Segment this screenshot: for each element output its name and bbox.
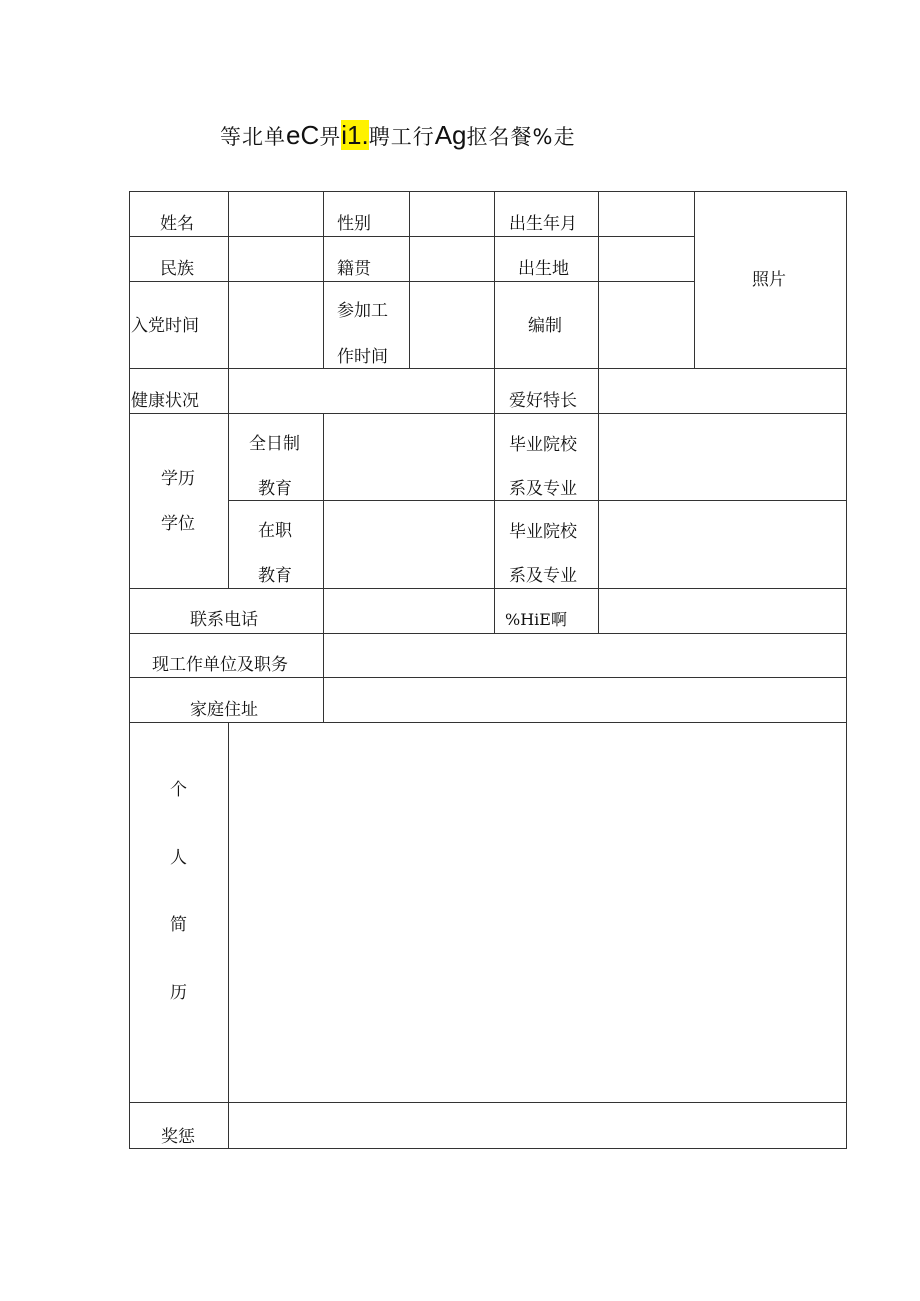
resume-label-char-2: 人: [170, 848, 187, 868]
gender-label: 性别: [337, 214, 371, 234]
row-divider: [129, 677, 847, 678]
column-divider: [228, 413, 229, 588]
row-divider: [129, 413, 847, 414]
column-divider: [323, 633, 324, 722]
email-label: %HiE啊: [505, 610, 567, 629]
fulltime-label-line1: 全日制: [249, 434, 300, 454]
fulltime-label-line2: 教育: [258, 479, 292, 499]
column-divider: [228, 368, 229, 413]
hobbies-label: 爱好特长: [509, 391, 577, 411]
row-divider: [228, 500, 847, 501]
column-divider: [598, 191, 599, 368]
birthplace-label: 出生地: [518, 259, 569, 279]
resume-label-char-1: 个: [170, 780, 187, 800]
awards-label: 奖惩: [161, 1127, 195, 1147]
column-divider: [494, 191, 495, 368]
column-divider: [323, 588, 324, 633]
name-label: 姓名: [160, 214, 194, 234]
border-top: [129, 191, 847, 192]
fulltime-school-label-line2: 系及专业: [509, 479, 577, 499]
column-divider: [694, 191, 695, 368]
column-divider: [598, 368, 599, 413]
photo-label: 照片: [752, 270, 786, 290]
title-text-4: 聘工行: [368, 125, 435, 149]
title-text-5: Ag: [434, 120, 467, 150]
ethnicity-label: 民族: [160, 259, 194, 279]
education-label-line2: 学位: [161, 514, 195, 534]
border-left: [129, 191, 130, 1149]
title-text-2: eC: [286, 120, 320, 150]
inservice-school-label-line2: 系及专业: [509, 566, 577, 586]
work-start-label-line1: 参加工: [337, 301, 388, 321]
row-divider: [129, 588, 847, 589]
phone-label: 联系电话: [190, 610, 258, 630]
title-highlight: i1.: [341, 120, 369, 150]
column-divider: [598, 588, 599, 633]
work-start-label-line2: 作时间: [337, 347, 388, 367]
resume-field[interactable]: [232, 730, 842, 1098]
education-label-line1: 学历: [161, 469, 195, 489]
staffing-label: 编制: [528, 316, 562, 336]
column-divider: [228, 191, 229, 368]
row-divider: [129, 722, 847, 723]
title-text-6: 抠名餐%走: [466, 125, 576, 149]
row-divider: [129, 236, 694, 237]
party-join-label: 入党时间: [131, 316, 199, 336]
birthdate-label: 出生年月: [509, 214, 577, 234]
column-divider: [323, 191, 324, 368]
row-divider: [129, 281, 694, 282]
row-divider: [129, 633, 847, 634]
border-bottom: [129, 1148, 847, 1149]
employer-label: 现工作单位及职务: [152, 655, 288, 675]
column-divider: [494, 588, 495, 633]
title-text-1: 等北单: [220, 125, 286, 149]
column-divider: [494, 368, 495, 413]
fulltime-school-label-line1: 毕业院校: [509, 435, 577, 455]
column-divider: [323, 413, 324, 588]
health-label: 健康状况: [131, 391, 199, 411]
border-right: [846, 191, 847, 1149]
row-divider: [129, 368, 847, 369]
resume-label-char-3: 简: [170, 915, 187, 935]
inservice-label-line2: 教育: [258, 566, 292, 586]
row-divider: [129, 1102, 847, 1103]
resume-label-char-4: 历: [170, 983, 187, 1003]
title-text-3: 畀: [319, 125, 342, 149]
column-divider: [494, 413, 495, 588]
native-place-label: 籍贯: [337, 259, 371, 279]
column-divider: [409, 191, 410, 368]
inservice-label-line1: 在职: [258, 521, 292, 541]
inservice-school-label-line1: 毕业院校: [509, 522, 577, 542]
column-divider: [228, 722, 229, 1148]
address-label: 家庭住址: [190, 700, 258, 720]
column-divider: [598, 413, 599, 588]
